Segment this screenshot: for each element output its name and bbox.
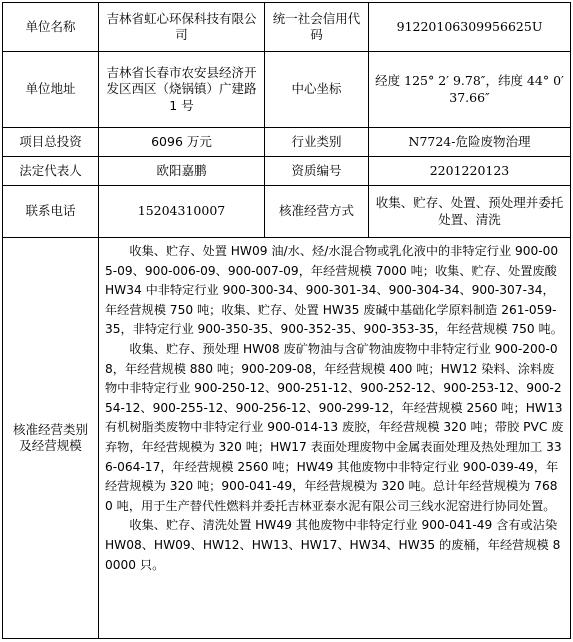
label-total-investment: 项目总投资 [3,128,99,157]
label-center-coordinates: 中心坐标 [265,52,369,128]
label-business-scope: 核准经营类别及经营规模 [3,238,99,639]
label-operation-mode: 核准经营方式 [265,186,369,238]
label-industry-category: 行业类别 [265,128,369,157]
value-unit-name: 吉林省虹心环保科技有限公司 [99,3,265,52]
row-contact-phone [3,186,571,238]
label-license-number: 资质编号 [265,157,369,186]
label-credit-code: 统一社会信用代码 [265,3,369,52]
value-license-number: 2201220123 [369,157,571,186]
row-legal-representative [3,157,571,186]
value-industry-category: N7724-危险废物治理 [369,128,571,157]
scope-paragraph-1: 收集、贮存、处置 HW09 油/水、烃/水混合物或乳化液中的非特定行业 900-005-09、900-006-09、900-007-09，年经营规模 7000 吨；收集、贮存、处置废酸 HW34 中非特定行业 900-300-34、900-301-34、900-304-34、900-307-34，年经营规模 750 吨；收集、贮存、处置 HW35 废碱中基础化学原料制造 261-059-35，非特定行业 900-350-35、900-352-35、900-353-35，年经营规模 750 吨。 [105,244,563,337]
value-legal-representative: 欧阳嘉鹏 [99,157,265,186]
value-contact-phone: 15204310007 [99,186,265,238]
scope-paragraph-2: 收集、贮存、预处理 HW08 废矿物油与含矿物油废物中非特定行业 900-200-08，年经营规模 880 吨；900-209-08，年经营规模 400 吨；HW12 染料、涂料废物中非特定行业 900-250-12、900-251-12、900-252-12、900-253-12、900-254-12、900-255-12、900-256-12、900-299-12，年经营规模 2560 吨；HW13 有机树脂类废物中非特定行业 900-014-13 废胶，年经营规模 320 吨；带胶 PVC 废弃物，年经营规模为 320 吨；HW17 表面处理废物中金属表面处理及热处理加工 336-064-17，年经营规模 2560 吨；HW49 其他废物中非特定行业 900-039-49，年经营规模为 320 吨；900-041-49，年经营规模为 320 吨。总计年经营规模为 7680 吨，用于生产替代性燃料并委托吉林亚泰水泥有限公司三线水泥窑进行协同处置。 [105,341,564,513]
row-business-scope [3,238,571,639]
enterprise-info-table [2,2,571,639]
label-legal-representative: 法定代表人 [3,157,99,186]
value-credit-code: 91220106309956625U [369,3,571,52]
value-operation-mode: 收集、贮存、处置、预处理并委托处置、清洗 [369,186,571,238]
value-center-coordinates: 经度 125° 2′ 9.78″，纬度 44° 0′ 37.66″ [369,52,571,128]
scope-paragraph-3: 收集、贮存、清洗处置 HW49 其他废物中非特定行业 900-041-49 含有或沾染 HW08、HW09、HW12、HW13、HW17、HW34、HW35 的废桶，年经营规模 80000 只。 [105,518,561,572]
label-unit-name: 单位名称 [3,3,99,52]
label-contact-phone: 联系电话 [3,186,99,238]
row-unit-address [3,52,571,128]
value-unit-address: 吉林省长春市农安县经济开发区西区（烧锅镇）广建路 1 号 [99,52,265,128]
row-total-investment [3,128,571,157]
value-total-investment: 6096 万元 [99,128,265,157]
label-unit-address: 单位地址 [3,52,99,128]
row-unit-name [3,3,571,52]
value-business-scope [99,238,571,639]
